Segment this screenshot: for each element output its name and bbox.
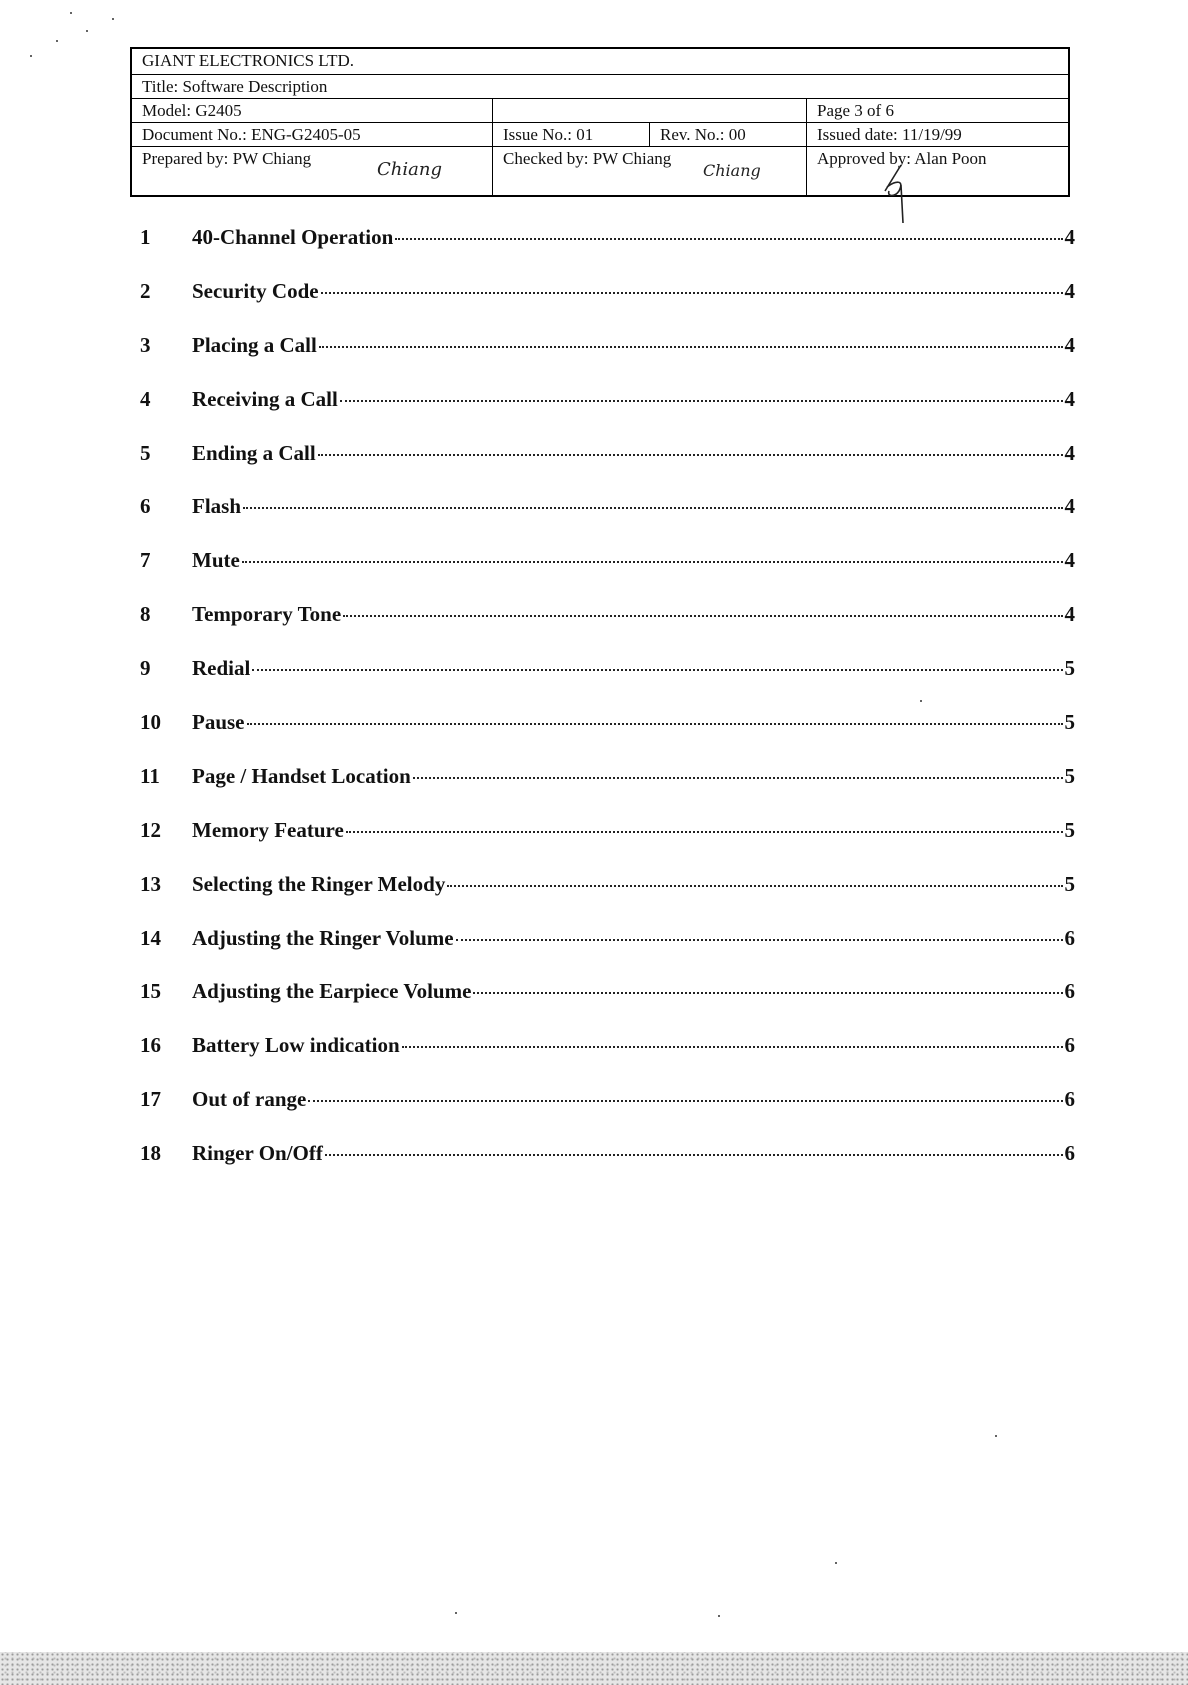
toc-title: Temporary Tone (192, 602, 342, 627)
toc-number: 2 (140, 278, 151, 303)
toc-number: 15 (140, 979, 161, 1004)
toc-title: Security Code (192, 278, 319, 303)
toc-leader (321, 292, 1063, 294)
document-header-table (130, 47, 1070, 197)
toc-leader (402, 1046, 1063, 1048)
toc-page: 6 (1064, 1033, 1075, 1058)
toc-page: 4 (1064, 386, 1075, 411)
toc-page: 4 (1064, 278, 1075, 303)
checked-signature: Chiang (703, 161, 761, 180)
toc-entry[interactable] (140, 979, 1075, 1033)
table-of-contents (140, 225, 1075, 1195)
model-number: Model: G2405 (132, 99, 493, 122)
toc-number: 4 (140, 386, 151, 411)
toc-leader (473, 992, 1062, 994)
toc-page: 4 (1064, 440, 1075, 465)
toc-leader (247, 723, 1063, 725)
toc-entry[interactable] (140, 494, 1075, 548)
toc-title: Receiving a Call (192, 386, 338, 411)
approval-signature-mark (875, 161, 915, 225)
toc-leader (456, 939, 1063, 941)
document-number: Document No.: ENG-G2405-05 (132, 123, 493, 146)
scan-speck (70, 12, 72, 14)
scan-speck (455, 1612, 457, 1614)
toc-leader (242, 561, 1063, 563)
toc-number: 10 (140, 710, 161, 735)
toc-number: 12 (140, 817, 161, 842)
toc-entry[interactable] (140, 333, 1075, 387)
toc-title: Mute (192, 548, 240, 573)
toc-number: 6 (140, 494, 151, 519)
header-row-model (132, 99, 1068, 123)
toc-number: 7 (140, 548, 151, 573)
approved-by: Approved by: Alan Poon (817, 149, 987, 168)
toc-page: 5 (1064, 817, 1075, 842)
header-row-approvals (132, 147, 1068, 195)
toc-entry[interactable] (140, 710, 1075, 764)
toc-title: Pause (192, 710, 245, 735)
toc-title: Page / Handset Location (192, 763, 411, 788)
prepared-by-cell (132, 147, 493, 195)
toc-page: 4 (1064, 225, 1075, 249)
toc-title: Adjusting the Earpiece Volume (192, 979, 472, 1004)
toc-leader (340, 400, 1063, 402)
blank-cell (493, 99, 807, 122)
checked-by: Checked by: PW Chiang (503, 149, 672, 168)
toc-number: 18 (140, 1141, 161, 1166)
toc-number: 5 (140, 440, 151, 465)
toc-title: Ringer On/Off (192, 1141, 323, 1166)
toc-page: 5 (1064, 656, 1075, 681)
toc-page: 6 (1064, 925, 1075, 950)
scan-speck (995, 1435, 997, 1437)
toc-entry[interactable] (140, 1141, 1075, 1195)
toc-title: Ending a Call (192, 440, 316, 465)
toc-title: Adjusting the Ringer Volume (192, 925, 454, 950)
toc-leader (319, 346, 1063, 348)
header-row-company (132, 49, 1068, 75)
toc-page: 6 (1064, 979, 1075, 1004)
toc-number: 11 (140, 763, 160, 788)
toc-title: Memory Feature (192, 817, 344, 842)
toc-leader (346, 831, 1063, 833)
toc-page: 6 (1064, 1141, 1075, 1166)
toc-leader (413, 777, 1063, 779)
toc-page: 5 (1064, 710, 1075, 735)
scan-speck (112, 18, 114, 20)
scan-speck (718, 1615, 720, 1617)
scan-noise-strip (0, 1652, 1188, 1685)
scan-speck (835, 1562, 837, 1564)
header-row-document (132, 123, 1068, 147)
toc-entry[interactable] (140, 818, 1075, 872)
toc-number: 14 (140, 925, 161, 950)
toc-leader (447, 885, 1062, 887)
document-title: Title: Software Description (142, 77, 328, 96)
company-name: GIANT ELECTRONICS LTD. (142, 51, 355, 70)
toc-entry[interactable] (140, 656, 1075, 710)
header-row-title (132, 75, 1068, 99)
prepared-signature: Chiang (377, 159, 442, 180)
toc-title: Battery Low indication (192, 1033, 400, 1058)
toc-leader (252, 669, 1062, 671)
scan-speck (30, 55, 32, 57)
toc-page: 4 (1064, 602, 1075, 627)
toc-entry[interactable] (140, 602, 1075, 656)
toc-page: 4 (1064, 494, 1075, 519)
toc-entry[interactable] (140, 441, 1075, 495)
toc-leader (325, 1154, 1063, 1156)
toc-title: Placing a Call (192, 332, 317, 357)
toc-page: 4 (1064, 332, 1075, 357)
toc-title: Selecting the Ringer Melody (192, 871, 446, 896)
toc-entry[interactable] (140, 279, 1075, 333)
toc-entry[interactable] (140, 1087, 1075, 1141)
toc-title: Out of range (192, 1087, 307, 1112)
toc-number: 17 (140, 1087, 161, 1112)
toc-number: 3 (140, 332, 151, 357)
toc-page: 5 (1064, 871, 1075, 896)
page-indicator: Page 3 of 6 (817, 101, 894, 120)
prepared-by: Prepared by: PW Chiang (142, 149, 312, 168)
toc-leader (308, 1100, 1062, 1102)
toc-number: 13 (140, 871, 161, 896)
toc-entry[interactable] (140, 764, 1075, 818)
toc-title: Redial (192, 656, 251, 681)
toc-entry[interactable] (140, 1033, 1075, 1087)
toc-entry[interactable] (140, 872, 1075, 926)
toc-leader (395, 238, 1062, 240)
revision-number: Rev. No.: 00 (650, 123, 807, 146)
toc-leader (318, 454, 1063, 456)
toc-page: 4 (1064, 548, 1075, 573)
scan-speck (86, 30, 88, 32)
toc-leader (243, 507, 1062, 509)
issue-number: Issue No.: 01 (493, 123, 650, 146)
checked-by-cell (493, 147, 807, 195)
toc-number: 8 (140, 602, 151, 627)
toc-title: Flash (192, 494, 242, 519)
toc-number: 9 (140, 656, 151, 681)
toc-entry[interactable] (140, 548, 1075, 602)
issued-date: Issued date: 11/19/99 (817, 125, 962, 144)
toc-entry[interactable] (140, 225, 1075, 279)
scan-speck (56, 40, 58, 42)
toc-title: 40-Channel Operation (192, 225, 394, 249)
toc-number: 16 (140, 1033, 161, 1058)
toc-number: 1 (140, 225, 151, 249)
toc-page: 5 (1064, 763, 1075, 788)
toc-leader (343, 615, 1062, 617)
approved-by-cell (807, 147, 1068, 195)
toc-entry[interactable] (140, 387, 1075, 441)
toc-entry[interactable] (140, 926, 1075, 980)
toc-page: 6 (1064, 1087, 1075, 1112)
